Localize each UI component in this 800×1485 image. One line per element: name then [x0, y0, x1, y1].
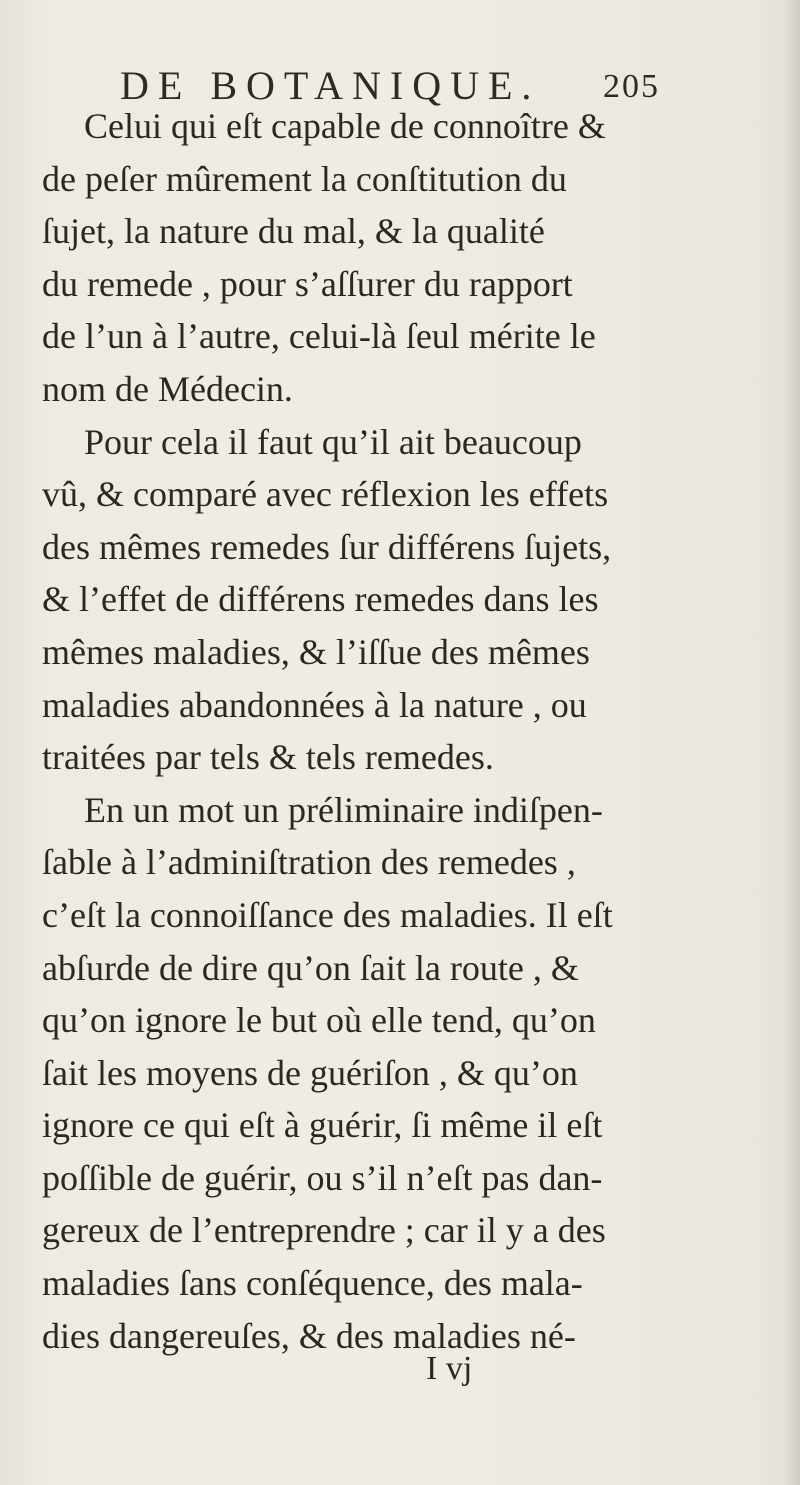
text-line: poſſible de guérir, ou s’il n’eſt pas dan-	[42, 1157, 603, 1198]
text-line: gereux de l’entreprendre ; car il y a des	[42, 1210, 606, 1251]
text-line: de peſer mûrement la conſtitution du	[42, 158, 567, 199]
text-line: ignore ce qui eſt à guérir, ſi même il eſt	[42, 1105, 603, 1146]
text-line: des mêmes remedes ſur différens ſujets,	[42, 526, 612, 567]
text-line: Celui qui eſt capable de connoître &	[84, 106, 606, 146]
text-line: mêmes maladies, & l’iſſue des mêmes	[42, 631, 590, 672]
text-line: dies dangereuſes, & des maladies né-	[42, 1315, 576, 1356]
signature-mark: I vj	[426, 1350, 473, 1387]
text-line: qu’on ignore le but où elle tend, qu’on	[42, 1000, 596, 1041]
text-line: du remede , pour s’aſſurer du rapport	[42, 263, 573, 304]
text-line: vû, & comparé avec réflexion les effets	[42, 474, 609, 515]
text-line: ſable à l’adminiſtration des remedes ,	[42, 842, 576, 883]
text-line: traitées par tels & tels remedes.	[42, 737, 494, 778]
text-line: Pour cela il faut qu’il ait beaucoup	[84, 421, 582, 462]
text-line: nom de Médecin.	[42, 368, 293, 409]
text-line: maladies abandonnées à la nature , ou	[42, 684, 587, 725]
text-line: maladies ſans conſéquence, des mala-	[42, 1263, 583, 1304]
running-title: DE BOTANIQUE.	[120, 63, 541, 108]
page-number: 205	[603, 68, 660, 105]
text-line: & l’effet de différens remedes dans les	[42, 579, 599, 620]
text-line: abſurde de dire qu’on ſait la route , &	[42, 947, 579, 988]
text-line: c’eſt la connoiſſance des maladies. Il eſt	[42, 894, 613, 935]
text-line: ſait les moyens de guériſon , & qu’on	[42, 1052, 578, 1093]
text-line: de l’un à l’autre, celui-là ſeul mérite le	[42, 316, 596, 357]
body-text	[42, 100, 772, 1362]
text-line: En un mot un préliminaire indiſpen-	[84, 789, 603, 830]
page-edge-shadow	[786, 0, 800, 1485]
text-line: ſujet, la nature du mal, & la qualité	[42, 211, 545, 252]
